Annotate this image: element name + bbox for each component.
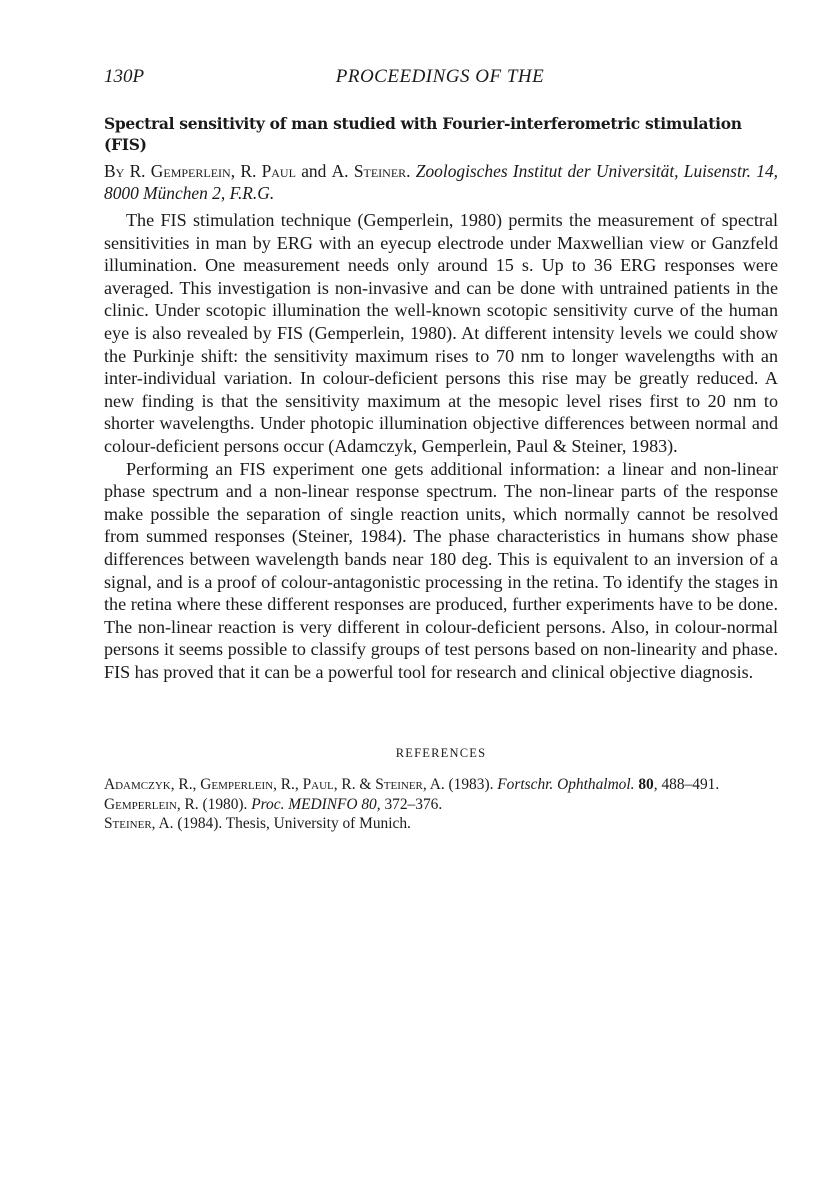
author-steiner: A. Steiner [331,161,407,181]
article-title: Spectral sensitivity of man studied with Fourier-interferometric stimulation (FIS) [104,114,742,154]
reference-year: (1980). [198,795,252,813]
author-paul: R. Paul [240,161,296,181]
body-paragraph-1: The FIS stimulation technique (Gemperlein, 1980) permits the measurement of spectral sensitivities in man by ERG with an eyecup electrode under Maxwellian view or Ganzfeld illumination. One measurement needs only around 15 s. Up to 36 ERG responses were averaged. This investigation is non-invasive and can be done with untrained patients in the clinic. Under scotopic illumination the well-known scotopic sensitivity curve of the human eye is also revealed by FIS (Gemperlein, 1980). At different intensity levels we could show the Purkinje shift: the sensitivity maximum rises to 70 nm to longer wavelengths with an inter-individual variation. In colour-deficient persons this rise may be greatly reduced. A new finding is that the sensitivity maximum at the mesopic level rises first to 20 nm to shorter wavelengths. Under photopic illumination objective differences between normal and colour-deficient persons occur (Adamczyk, Gemperlein, Paul & Steiner, 1983). [104,210,778,456]
running-header [104,66,776,90]
reference-pages: , 488–491. [653,776,720,793]
author-gemperlein: R. Gemperlein [129,161,231,181]
reference-pages: , 372–376. [376,795,443,813]
byline-period: . [406,161,416,181]
affiliation: Zoologisches Institut der Universität, Luisenstr. 14, 8000 München 2, F.R.G. [104,161,778,203]
reference-authors: Steiner, A. [104,815,174,832]
reference-item [104,795,778,815]
reference-item [104,775,778,795]
byline-separator: , [230,161,241,181]
body-paragraph-2: Performing an FIS experiment one gets additional information: a linear and non-linear phase spectrum and a non-linear response spectrum. The non-linear parts of the response make possible the separation of single reaction units, which normally cannot be resolved from summed responses (Steiner, 1984). The phase characteristics in humans show phase differences between wavelength bands near 180 deg. This is equivalent to an inversion of a signal, and is a proof of colour-antagonistic processing in the retina. To identify the stages in the retina where these different responses are produced, further experiments have to be done. The non-linear reaction is very different in colour-deficient persons. Also, in colour-normal persons it seems possible to classify groups of test persons based on non-linearity and phase. FIS has proved that it can be a powerful tool for research and clinical objective diagnosis. [104,458,778,682]
reference-authors: Gemperlein, R. [104,795,199,813]
byline-and: and [295,161,332,181]
journal-name: PROCEEDINGS OF THE [335,66,545,87]
references-heading: REFERENCES [395,746,487,760]
reference-journal: Proc. MEDINFO 80 [251,795,377,813]
reference-item [104,814,778,834]
article-body [104,209,778,683]
page-number: 130P [104,66,145,87]
reference-journal: Fortschr. Ophthalmol. [497,776,635,793]
byline-by: By [104,161,125,181]
reference-year: (1983). [444,776,498,793]
reference-volume: 80 [634,776,654,793]
reference-details: Thesis, University of Munich. [225,815,411,832]
references-list [104,775,778,834]
reference-year: (1984). [173,815,226,832]
reference-authors: Adamczyk, R., Gemperlein, R., Paul, R. & Steiner, A. [104,776,445,793]
byline [104,160,778,204]
